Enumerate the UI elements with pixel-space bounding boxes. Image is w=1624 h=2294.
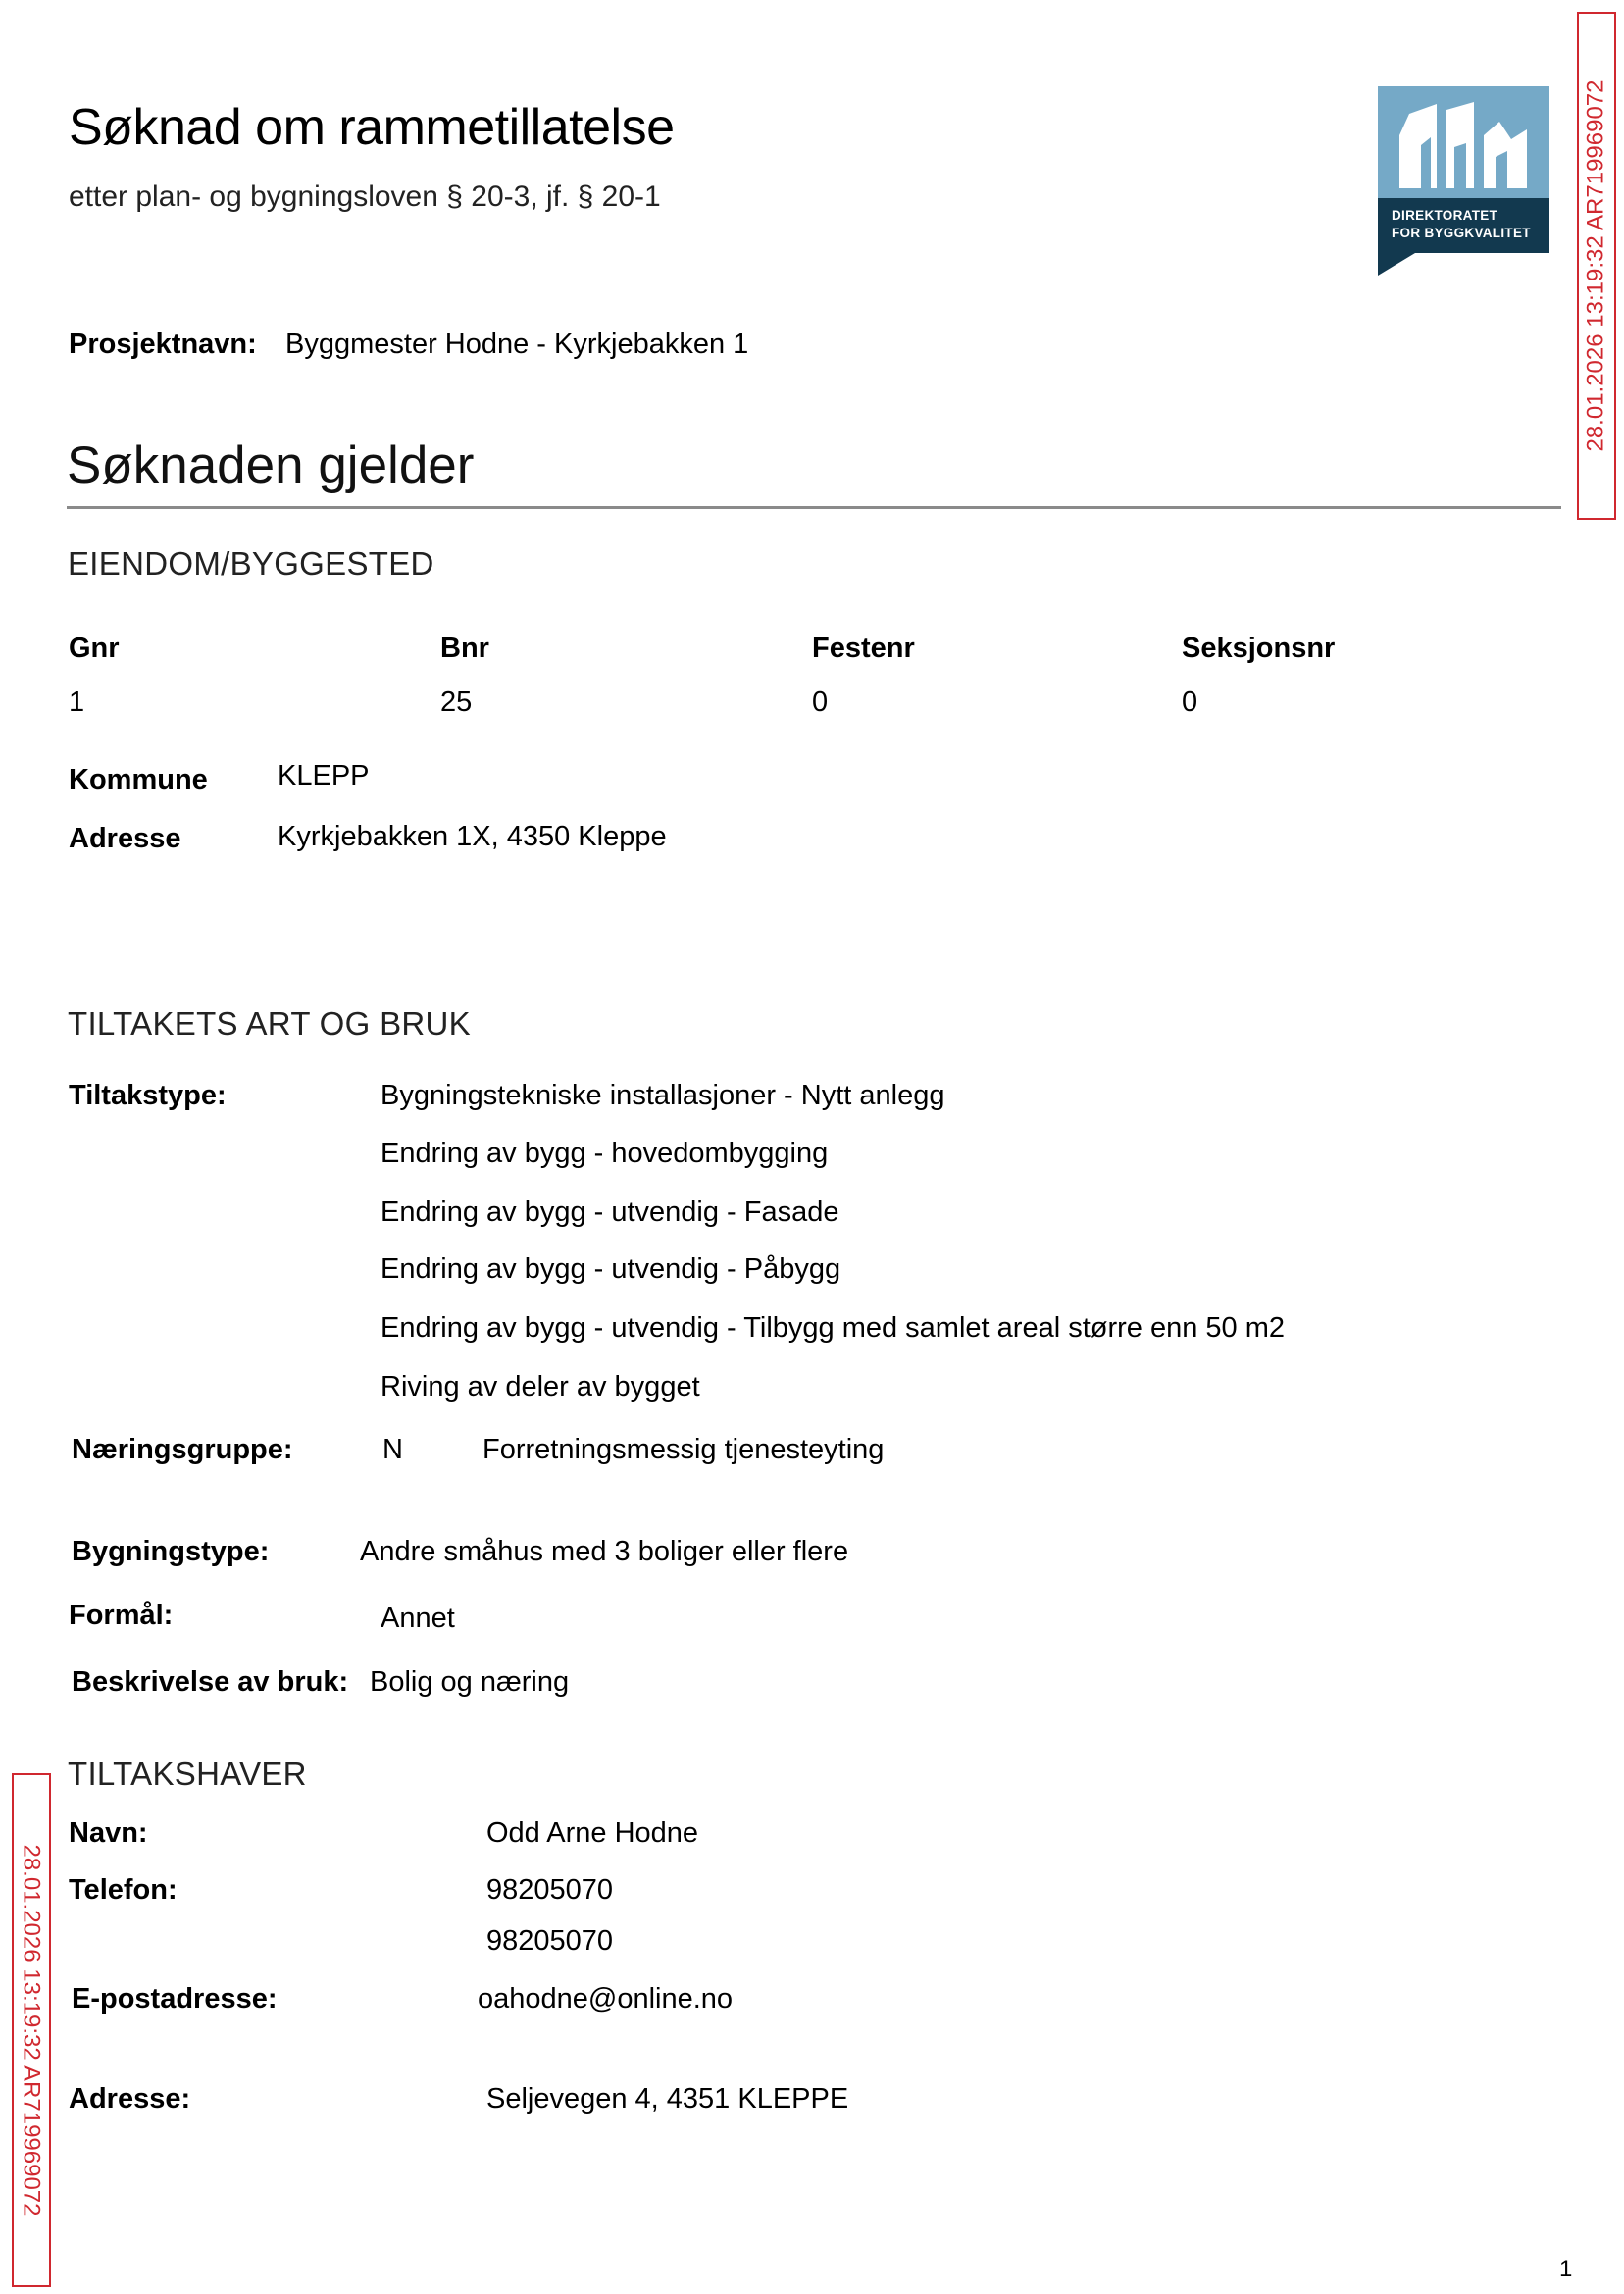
logo-text-band: [1378, 198, 1549, 253]
tiltak-heading: TILTAKETS ART OG BRUK: [68, 1005, 471, 1042]
kommune-label: Kommune: [69, 764, 208, 795]
naeringsgruppe-code: N: [382, 1434, 403, 1465]
document-subtitle: etter plan- og bygningsloven § 20-3, jf. § 20-1: [69, 180, 661, 213]
timestamp-stamp-top: [1577, 12, 1616, 520]
tiltakstype-item: Endring av bygg - utvendig - Fasade: [381, 1197, 839, 1228]
telefon-value: 98205070: [486, 1874, 614, 1906]
telefon-label: Telefon:: [69, 1874, 178, 1906]
seksjonsnr-label: Seksjonsnr: [1182, 633, 1336, 664]
tiltakstype-item: Riving av deler av bygget: [381, 1371, 700, 1402]
logo-line-2: FOR BYGGKVALITET: [1392, 226, 1531, 240]
project-value: Byggmester Hodne - Kyrkjebakken 1: [285, 329, 749, 360]
timestamp-stamp-side: [12, 1773, 51, 2287]
tiltakstype-item: Endring av bygg - utvendig - Påbygg: [381, 1253, 841, 1285]
tiltakstype-item: Bygningstekniske installasjoner - Nytt anlegg: [381, 1080, 945, 1111]
document-title: Søknad om rammetillatelse: [69, 99, 675, 156]
festenr-label: Festenr: [812, 633, 915, 664]
formal-label: Formål:: [69, 1600, 174, 1631]
bygningstype-label: Bygningstype:: [72, 1536, 270, 1567]
gnr-label: Gnr: [69, 633, 120, 664]
gnr-value: 1: [69, 687, 85, 718]
bygningstype-value: Andre småhus med 3 boliger eller flere: [360, 1536, 849, 1567]
dibk-logo: [1378, 86, 1549, 276]
tiltakstype-item: Endring av bygg - utvendig - Tilbygg med samlet areal større enn 50 m2: [381, 1312, 1286, 1344]
tiltakshaver-heading: TILTAKSHAVER: [68, 1756, 307, 1792]
tiltakshaver-adresse-value: Seljevegen 4, 4351 KLEPPE: [486, 2083, 849, 2115]
project-label: Prosjektnavn:: [69, 329, 257, 360]
logo-tail: [1378, 253, 1415, 276]
adresse-value: Kyrkjebakken 1X, 4350 Kleppe: [278, 821, 667, 852]
page-number: 1: [1559, 2256, 1573, 2282]
tiltakshaver-adresse-label: Adresse:: [69, 2083, 191, 2115]
bruk-value: Bolig og næring: [370, 1666, 570, 1698]
telefon-value: 98205070: [486, 1925, 614, 1957]
adresse-label: Adresse: [69, 823, 181, 854]
epost-label: E-postadresse:: [72, 1983, 278, 2014]
naeringsgruppe-label: Næringsgruppe:: [72, 1434, 293, 1465]
stamp-text: 28.01.2026 13:19:32 AR719969072: [1583, 79, 1609, 452]
navn-value: Odd Arne Hodne: [486, 1817, 699, 1849]
bnr-value: 25: [440, 687, 473, 718]
festenr-value: 0: [812, 687, 829, 718]
tiltakstype-label: Tiltakstype:: [69, 1080, 227, 1111]
naeringsgruppe-text: Forretningsmessig tjenesteyting: [482, 1434, 885, 1465]
navn-label: Navn:: [69, 1817, 148, 1849]
seksjonsnr-value: 0: [1182, 687, 1198, 718]
tiltakstype-item: Endring av bygg - hovedombygging: [381, 1138, 829, 1169]
epost-value: oahodne@online.no: [478, 1983, 734, 2014]
section-title: Søknaden gjelder: [67, 436, 475, 494]
kommune-value: KLEPP: [278, 760, 370, 791]
stamp-text: 28.01.2026 13:19:32 AR719969072: [19, 1844, 45, 2217]
section-divider: [67, 506, 1561, 509]
building-logo-icon: [1378, 86, 1549, 198]
bnr-label: Bnr: [440, 633, 489, 664]
bruk-label: Beskrivelse av bruk:: [72, 1666, 349, 1698]
formal-value: Annet: [381, 1603, 455, 1634]
eiendom-heading: EIENDOM/BYGGESTED: [68, 545, 434, 582]
logo-line-1: DIREKTORATET: [1392, 208, 1498, 223]
